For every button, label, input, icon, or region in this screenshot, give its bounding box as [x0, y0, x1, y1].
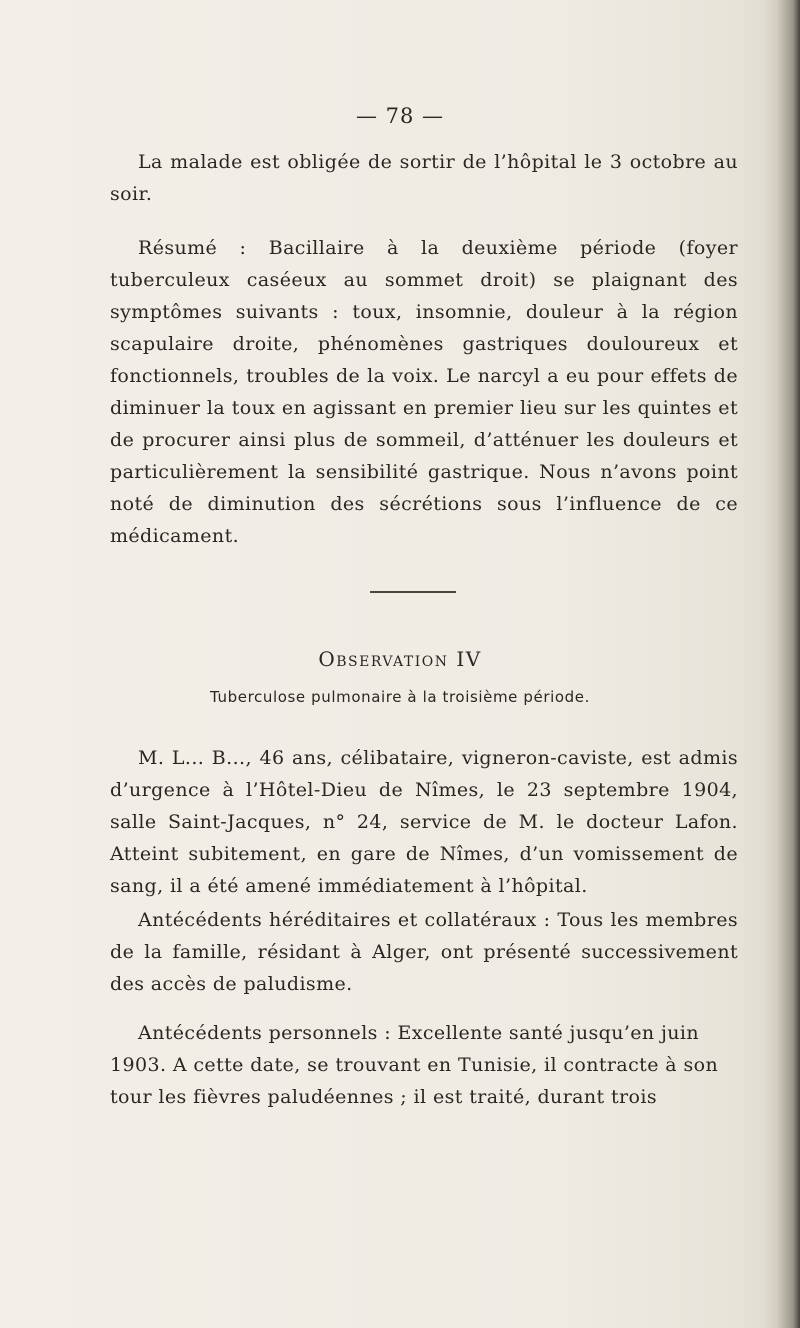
page-number: — 78 — — [355, 104, 445, 128]
paragraph-antecedents-hereditaires: Antécédents héréditaires et collatéraux : Tous les membres de la famille, résidant à Alger, ont présenté successivement des accès de paludisme. — [110, 909, 738, 995]
observation-subtitle: Tuberculose pulmonaire à la troisième période. — [210, 688, 590, 706]
paragraph-admission: M. L... B..., 46 ans, célibataire, vigneron-caviste, est admis d’urgence à l’Hôtel-Dieu de Nîmes, le 23 septembre 1904, salle Saint-Jacques, n° 24, service de M. le docteur Lafon. Atteint subitement, en gare de Nîmes, d’un vomissement de sang, il a été amené immédiatement à l’hôpital. — [110, 747, 738, 897]
paragraph-antecedents-personnels: Antécédents personnels : Excellente santé jusqu’en juin 1903. A cette date, se trouvant en Tunisie, il contracte à son tour les fièvres paludéennes ; il est traité, durant trois — [110, 1022, 719, 1108]
section-divider — [370, 591, 456, 593]
paragraph-resume: Résumé : Bacillaire à la deuxième période (foyer tuberculeux caséeux au sommet droit) se plaignant des symptômes suivants : toux, insomnie, douleur à la région scapulaire droite, phénomènes gastriques douloureux et fonctionnels, troubles de la voix. Le narcyl a eu pour effets de diminuer la toux en agissant en premier lieu sur les quintes et de procurer ainsi plus de sommeil, d’atténuer les douleurs et particulièrement la sensibilité gastrique. Nous n’avons point noté de diminution des sécrétions sous l’influence de ce médicament. — [110, 237, 738, 547]
observation-title: Observation IV — [318, 647, 482, 671]
paragraph-continuation: La malade est obligée de sortir de l’hôpital le 3 octobre au soir. — [110, 151, 738, 205]
